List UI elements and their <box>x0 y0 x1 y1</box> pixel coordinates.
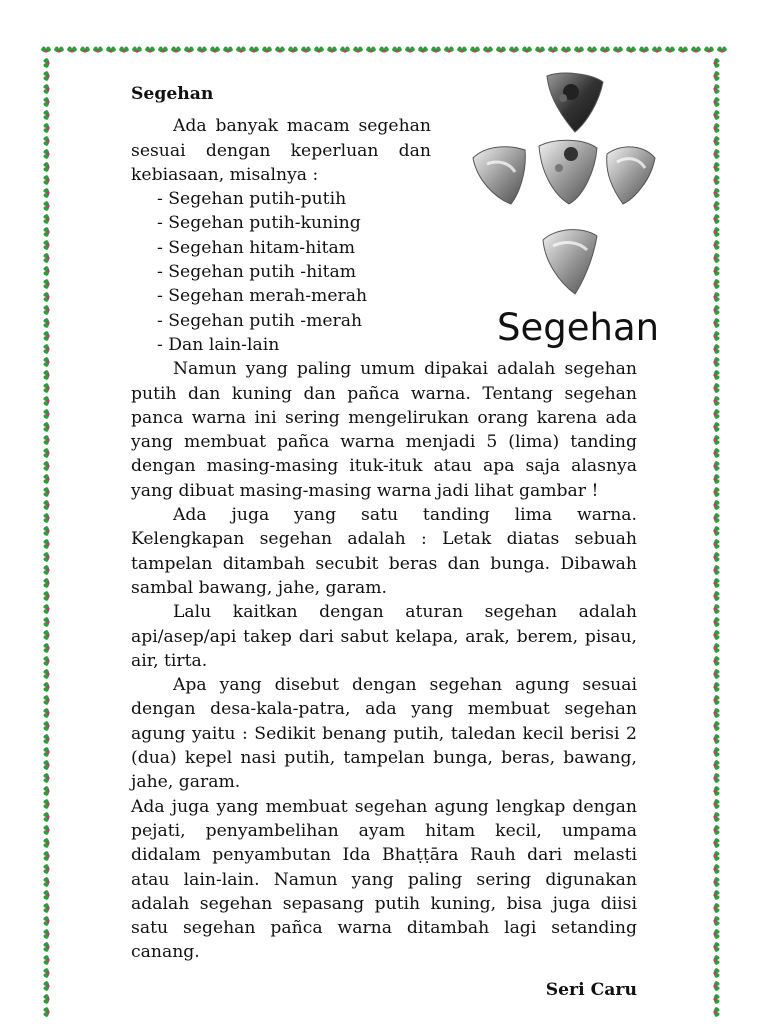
holly-ornament <box>43 565 49 575</box>
holly-ornament <box>713 721 719 731</box>
holly-ornament <box>444 46 454 52</box>
holly-ornament <box>132 46 142 52</box>
holly-ornament <box>43 617 49 627</box>
holly-ornament <box>713 916 719 926</box>
holly-ornament <box>713 461 719 471</box>
holly-ornament <box>713 838 719 848</box>
holly-ornament <box>713 448 719 458</box>
holly-ornament <box>379 46 389 52</box>
holly-ornament <box>43 240 49 250</box>
holly-ornament <box>587 46 597 52</box>
offering-center <box>539 140 597 204</box>
holly-ornament <box>171 46 181 52</box>
holly-ornament <box>713 864 719 874</box>
holly-ornament <box>713 500 719 510</box>
holly-ornament <box>43 370 49 380</box>
holly-ornament <box>626 46 636 52</box>
holly-ornament <box>43 344 49 354</box>
holly-ornament <box>713 799 719 809</box>
holly-ornament <box>43 786 49 796</box>
holly-ornament <box>713 981 719 991</box>
holly-ornament <box>43 825 49 835</box>
holly-ornament <box>93 46 103 52</box>
offering-top <box>547 73 603 132</box>
holly-ornament <box>43 266 49 276</box>
holly-ornament <box>43 331 49 341</box>
holly-ornament <box>509 46 519 52</box>
holly-ornament <box>392 46 402 52</box>
holly-ornament <box>535 46 545 52</box>
holly-ornament <box>713 409 719 419</box>
holly-ornament <box>713 188 719 198</box>
holly-ornament <box>418 46 428 52</box>
holly-ornament <box>184 46 194 52</box>
holly-ornament <box>713 383 719 393</box>
holly-ornament <box>43 71 49 81</box>
paragraph: Ada juga yang membuat segehan agung lengkap dengan pejati, penyambelihan ayam hitam kecil, umpama didalam penyambutan Ida Bhaṭṭāra Rauh dari melasti atau lain-lain. Namun yang paling sering digunakan adalah segehan sepasang putih kuning, bisa juga diisi satu segehan pañca warna ditambah lagi setanding canang. <box>131 796 637 963</box>
holly-ornament <box>43 721 49 731</box>
offering-bottom <box>543 230 597 294</box>
holly-ornament <box>713 136 719 146</box>
holly-ornament <box>43 149 49 159</box>
holly-ornament <box>713 630 719 640</box>
holly-ornament <box>43 279 49 289</box>
holly-ornament <box>713 903 719 913</box>
holly-ornament <box>713 994 719 1004</box>
holly-ornament <box>197 46 207 52</box>
holly-ornament <box>43 864 49 874</box>
list-item: - Segehan putih-kuning <box>157 213 361 234</box>
holly-ornament <box>67 46 77 52</box>
holly-ornament <box>713 656 719 666</box>
holly-ornament <box>713 708 719 718</box>
holly-ornament <box>43 578 49 588</box>
holly-ornament <box>43 916 49 926</box>
holly-ornament <box>43 474 49 484</box>
holly-ornament <box>43 123 49 133</box>
holly-ornament <box>43 84 49 94</box>
holly-ornament <box>43 903 49 913</box>
holly-ornament <box>43 253 49 263</box>
holly-ornament <box>713 175 719 185</box>
holly-ornament <box>145 46 155 52</box>
holly-ornament <box>43 851 49 861</box>
holly-ornament <box>43 994 49 1004</box>
offering-right <box>607 147 655 204</box>
holly-ornament <box>713 162 719 172</box>
holly-ornament <box>43 734 49 744</box>
holly-ornament <box>713 201 719 211</box>
holly-ornament <box>43 929 49 939</box>
holly-ornament <box>713 604 719 614</box>
holly-ornament <box>43 513 49 523</box>
holly-ornament <box>43 968 49 978</box>
intro-paragraph: Ada banyak macam segehan sesuai dengan keperluan dan kebiasaan, misalnya : <box>131 116 431 185</box>
holly-ornament <box>43 357 49 367</box>
holly-ornament <box>665 46 675 52</box>
holly-ornament <box>43 201 49 211</box>
holly-ornament <box>43 773 49 783</box>
holly-ornament <box>43 1007 49 1017</box>
list-item: - Segehan putih -hitam <box>157 262 357 283</box>
holly-ornament <box>713 825 719 835</box>
holly-ornament <box>470 46 480 52</box>
segehan-list <box>131 187 457 357</box>
holly-ornament <box>600 46 610 52</box>
holly-ornament <box>713 929 719 939</box>
holly-ornament <box>43 747 49 757</box>
holly-ornament <box>713 305 719 315</box>
list-item: - Segehan hitam-hitam <box>157 237 356 258</box>
holly-ornament <box>713 734 719 744</box>
holly-ornament <box>713 669 719 679</box>
holly-ornament <box>713 474 719 484</box>
holly-ornament <box>301 46 311 52</box>
holly-ornament <box>366 46 376 52</box>
holly-ornament <box>713 279 719 289</box>
holly-ornament <box>353 46 363 52</box>
holly-ornament <box>43 760 49 770</box>
holly-ornament <box>43 955 49 965</box>
holly-ornament <box>713 968 719 978</box>
holly-ornament <box>43 630 49 640</box>
holly-ornament <box>713 214 719 224</box>
holly-ornament <box>43 838 49 848</box>
holly-ornament <box>43 162 49 172</box>
holly-ornament <box>43 97 49 107</box>
holly-ornament <box>713 877 719 887</box>
holly-ornament <box>43 461 49 471</box>
holly-ornament <box>522 46 532 52</box>
holly-ornament <box>314 46 324 52</box>
holly-ornament <box>43 799 49 809</box>
holly-ornament <box>713 695 719 705</box>
holly-ornament <box>43 305 49 315</box>
holly-ornament <box>713 747 719 757</box>
holly-ornament <box>43 695 49 705</box>
holly-ornament <box>652 46 662 52</box>
holly-ornament <box>80 46 90 52</box>
holly-ornament <box>713 110 719 120</box>
holly-ornament <box>713 396 719 406</box>
holly-ornament <box>43 396 49 406</box>
holly-ornament <box>713 357 719 367</box>
paragraph: Lalu kaitkan dengan aturan segehan adalah api/asep/api takep dari sabut kelapa, arak, berem, pisau, air, tirta. <box>131 602 637 671</box>
holly-ornament <box>483 46 493 52</box>
list-item: - Dan lain-lain <box>157 334 280 355</box>
holly-ornament <box>210 46 220 52</box>
holly-ornament <box>43 877 49 887</box>
holly-ornament <box>713 422 719 432</box>
holly-ornament <box>43 981 49 991</box>
paragraph: Namun yang paling umum dipakai adalah segehan putih dan kuning dan pañca warna. Tentang segehan panca warna ini sering mengelirukan orang karena ada yang membuat pañca warna menjadi 5 (lima) tanding dengan masing-masing ituk-ituk atau apa saja alasnya yang dibuat masing-masing warna jadi lihat gambar ! <box>131 359 637 501</box>
holly-ornament <box>713 760 719 770</box>
holly-ornament <box>717 46 727 52</box>
holly-ornament <box>713 331 719 341</box>
holly-ornament <box>639 46 649 52</box>
holly-ornament <box>43 552 49 562</box>
holly-ornament <box>43 409 49 419</box>
holly-ornament <box>43 227 49 237</box>
holly-ornament <box>43 526 49 536</box>
article-title: Segehan <box>131 84 214 104</box>
holly-ornament <box>691 46 701 52</box>
holly-ornament <box>457 46 467 52</box>
holly-ornament <box>713 58 719 68</box>
holly-ornament <box>548 46 558 52</box>
holly-ornament <box>713 955 719 965</box>
list-item: - Segehan merah-merah <box>157 286 368 307</box>
holly-ornament <box>43 110 49 120</box>
holly-ornament <box>43 188 49 198</box>
holly-ornament <box>613 46 623 52</box>
holly-ornament <box>43 591 49 601</box>
holly-ornament <box>713 227 719 237</box>
holly-ornament <box>561 46 571 52</box>
holly-ornament <box>43 435 49 445</box>
holly-ornament <box>713 513 719 523</box>
holly-ornament <box>119 46 129 52</box>
holly-ornament <box>43 539 49 549</box>
holly-ornament <box>43 58 49 68</box>
holly-ornament <box>43 487 49 497</box>
holly-ornament <box>713 617 719 627</box>
holly-ornament <box>43 318 49 328</box>
holly-ornament <box>713 253 719 263</box>
holly-ornament <box>54 46 64 52</box>
holly-ornament <box>713 786 719 796</box>
holly-ornament <box>713 344 719 354</box>
holly-ornament <box>713 773 719 783</box>
holly-ornament <box>158 46 168 52</box>
holly-ornament <box>496 46 506 52</box>
holly-ornament <box>43 292 49 302</box>
holly-ornament <box>43 448 49 458</box>
holly-ornament <box>574 46 584 52</box>
holly-ornament <box>43 669 49 679</box>
holly-ornament <box>43 942 49 952</box>
holly-ornament <box>43 422 49 432</box>
holly-ornament <box>41 46 51 52</box>
holly-ornament <box>713 539 719 549</box>
holly-ornament <box>713 591 719 601</box>
holly-ornament <box>223 46 233 52</box>
holly-ornament <box>713 435 719 445</box>
holly-ornament <box>262 46 272 52</box>
holly-ornament <box>713 292 719 302</box>
holly-ornament <box>713 318 719 328</box>
holly-ornament <box>288 46 298 52</box>
holly-ornament <box>43 383 49 393</box>
holly-ornament <box>678 46 688 52</box>
holly-ornament <box>405 46 415 52</box>
holly-ornament <box>713 84 719 94</box>
holly-ornament <box>43 890 49 900</box>
holly-ornament <box>713 487 719 497</box>
holly-ornament <box>713 578 719 588</box>
holly-ornament <box>713 942 719 952</box>
holly-ornament <box>431 46 441 52</box>
holly-ornament <box>43 136 49 146</box>
holly-ornament <box>43 214 49 224</box>
paragraph: Ada juga yang satu tanding lima warna. Kelengkapan segehan adalah : Letak diatas sebuah tampelan ditambah secubit beras dan bunga. Dibawah sambal bawang, jahe, garam. <box>131 505 637 598</box>
holly-ornament <box>713 149 719 159</box>
figure-caption: Segehan <box>497 306 660 349</box>
holly-ornament <box>43 812 49 822</box>
holly-ornament <box>236 46 246 52</box>
holly-ornament <box>43 708 49 718</box>
holly-ornament <box>327 46 337 52</box>
offering-left <box>473 147 525 204</box>
holly-ornament <box>713 526 719 536</box>
holly-ornament <box>713 890 719 900</box>
list-item: - Segehan putih-putih <box>157 189 347 210</box>
paragraph: Apa yang disebut dengan segehan agung sesuai dengan desa-kala-patra, ada yang membuat segehan agung yaitu : Sedikit benang putih, taledan kecil berisi 2 (dua) kepel nasi putih, tampelan bunga, beras, bawang, jahe, garam. <box>131 675 637 793</box>
signature: Seri Caru <box>545 979 637 1000</box>
holly-ornament <box>43 656 49 666</box>
holly-ornament <box>713 1007 719 1017</box>
holly-ornament <box>43 643 49 653</box>
holly-ornament <box>713 240 719 250</box>
holly-ornament <box>713 97 719 107</box>
holly-ornament <box>713 71 719 81</box>
holly-ornament <box>340 46 350 52</box>
holly-ornament <box>713 851 719 861</box>
holly-ornament <box>275 46 285 52</box>
holly-ornament <box>713 565 719 575</box>
holly-ornament <box>43 500 49 510</box>
holly-ornament <box>704 46 714 52</box>
holly-ornament <box>713 123 719 133</box>
holly-ornament <box>43 604 49 614</box>
holly-ornament <box>713 643 719 653</box>
list-item: - Segehan putih -merah <box>157 310 363 331</box>
holly-ornament <box>43 682 49 692</box>
holly-ornament <box>713 552 719 562</box>
holly-ornament <box>249 46 259 52</box>
holly-ornament <box>713 370 719 380</box>
holly-ornament <box>713 682 719 692</box>
holly-ornament <box>713 266 719 276</box>
holly-ornament <box>713 812 719 822</box>
holly-ornament <box>106 46 116 52</box>
holly-ornament <box>43 175 49 185</box>
